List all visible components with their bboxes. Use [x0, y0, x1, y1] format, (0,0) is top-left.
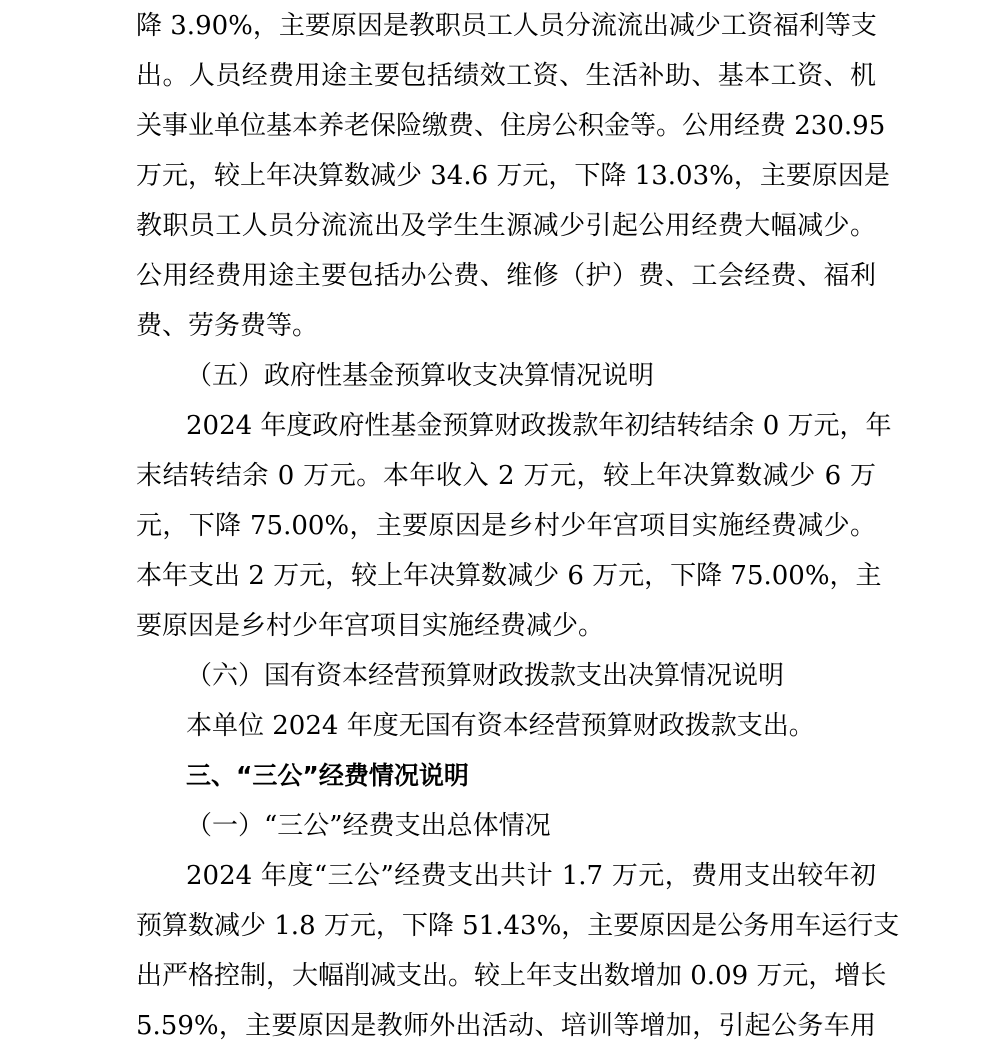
- paragraph-line: 出。人员经费用途主要包括绩效工资、生活补助、基本工资、机: [136, 61, 876, 91]
- paragraph-line: 2024 年度“三公”经费支出共计 1.7 万元，费用支出较年初: [186, 861, 876, 891]
- paragraph-line: 万元，较上年决算数减少 34.6 万元，下降 13.03%，主要原因是: [136, 161, 890, 191]
- paragraph-line: 本单位 2024 年度无国有资本经营预算财政拨款支出。: [186, 711, 815, 741]
- paragraph-line: 出严格控制，大幅削减支出。较上年支出数增加 0.09 万元，增长: [136, 961, 887, 991]
- paragraph-line: 公用经费用途主要包括办公费、维修（护）费、工会经费、福利: [136, 261, 876, 291]
- paragraph-line: 关事业单位基本养老保险缴费、住房公积金等。公用经费 230.95: [136, 111, 886, 141]
- paragraph-line: 元，下降 75.00%，主要原因是乡村少年宫项目实施经费减少。: [136, 511, 876, 541]
- section-heading-6: （六）国有资本经营预算财政拨款支出决算情况说明: [186, 661, 785, 691]
- paragraph-line: 2024 年度政府性基金预算财政拨款年初结转结余 0 万元，年: [186, 411, 892, 441]
- paragraph-line: 费、劳务费等。: [136, 311, 319, 341]
- paragraph-line: 末结转结余 0 万元。本年收入 2 万元，较上年决算数减少 6 万: [136, 461, 876, 491]
- paragraph-line: 降 3.90%，主要原因是教职员工人员分流流出减少工资福利等支: [136, 11, 877, 41]
- section-heading-1: （一）“三公”经费支出总体情况: [186, 811, 551, 841]
- paragraph-line: 5.59%，主要原因是教师外出活动、培训等增加，引起公务车用: [136, 1011, 876, 1041]
- paragraph-line: 教职员工人员分流流出及学生生源减少引起公用经费大幅减少。: [136, 211, 876, 241]
- paragraph-line: 预算数减少 1.8 万元，下降 51.43%，主要原因是公务用车运行支: [136, 911, 900, 941]
- section-heading-5: （五）政府性基金预算收支决算情况说明: [186, 361, 655, 391]
- paragraph-line: 要原因是乡村少年宫项目实施经费减少。: [136, 611, 605, 641]
- paragraph-line: 本年支出 2 万元，较上年决算数减少 6 万元，下降 75.00%，主: [136, 561, 882, 591]
- chapter-heading-3: 三、“三公”经费情况说明: [186, 761, 469, 790]
